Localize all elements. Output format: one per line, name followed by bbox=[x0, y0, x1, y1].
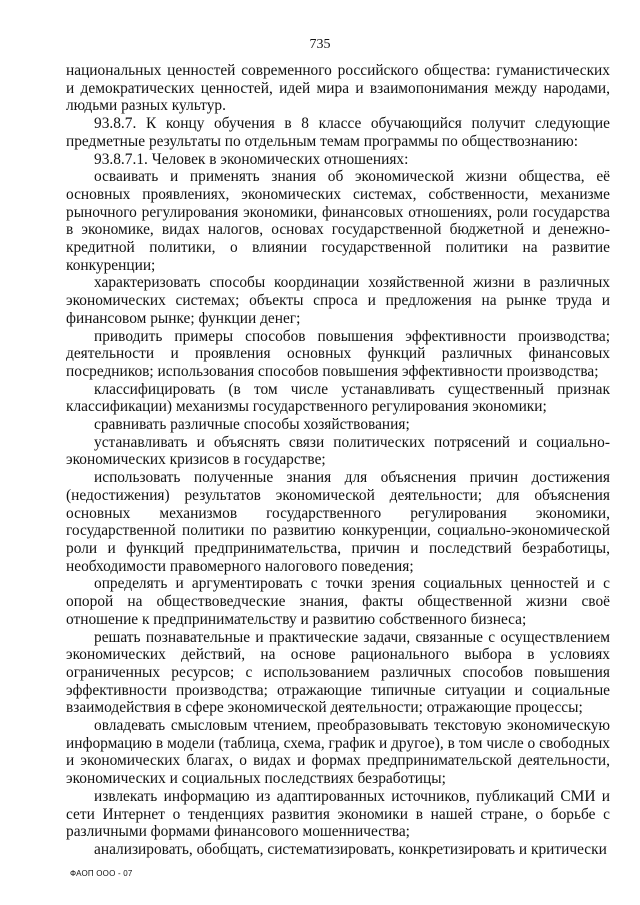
paragraph-item: осваивать и применять знания об экономической жизни общества, её основных проявлениях, экономических системах, собственности, механизме рыночного регулирования экономики, финансовых отношениях, роли государства в экономике, видах налогов, основах государственной бюджетной и денежно-кредитной политики, о влиянии государственной политики на развитие конкуренции; bbox=[66, 168, 610, 274]
paragraph-item: извлекать информацию из адаптированных источников, публикаций СМИ и сети Интернет о тенденциях развития экономики в нашей стране, о борьбе с различными формами финансового мошенничества; bbox=[66, 787, 610, 841]
paragraph-item: характеризовать способы координации хозяйственной жизни в различных экономических системах; объекты спроса и предложения на рынке труда и финансовом рынке; функции денег; bbox=[66, 274, 610, 327]
paragraph-item: устанавливать и объяснять связи политических потрясений и социально-экономических кризисов в государстве; bbox=[66, 433, 610, 469]
paragraph-item: анализировать, обобщать, систематизировать, конкретизировать и критически bbox=[94, 840, 607, 858]
paragraph-item: классифицировать (в том числе устанавливать существенный признак классификации) механизмы государственного регулирования экономики; bbox=[66, 380, 610, 416]
paragraph-subsection-heading: 93.8.7.1. Человек в экономических отношениях: bbox=[94, 150, 409, 168]
document-footer-code: ФАОП ООО - 07 bbox=[70, 869, 133, 878]
paragraph-item: использовать полученные знания для объяснения причин достижения (недостижения) результатов экономической деятельности; для объяснения основных механизмов государственного регулирования экономики, государственной политики по развитию конкуренции, социально-экономической роли и функций предпринимательства, причин и последствий безработицы, необходимости правомерного налогового поведения; bbox=[66, 469, 610, 575]
paragraph-item: приводить примеры способов повышения эффективности производства; деятельности и проявления основных функций различных финансовых посредников; использования способов повышения эффективности производства; bbox=[66, 327, 610, 380]
paragraph-item: сравнивать различные способы хозяйствования; bbox=[94, 416, 410, 434]
document-body bbox=[66, 62, 610, 859]
paragraph-section-intro: 93.8.7. К концу обучения в 8 классе обучающийся получит следующие предметные результаты по отдельным темам программы по обществознанию: bbox=[66, 115, 610, 150]
page-number: 735 bbox=[309, 37, 331, 52]
paragraph-item: овладевать смысловым чтением, преобразовывать текстовую экономическую информацию в модели (таблица, схема, график и другое), в том числе о свободных и экономических благах, о видах и формах предпринимательской деятельности, экономических и социальных последствиях безработицы; bbox=[66, 717, 610, 788]
paragraph-item: определять и аргументировать с точки зрения социальных ценностей и с опорой на обществоведческие знания, факты общественной жизни своё отношение к предпринимательству и развитию собственного бизнеса; bbox=[66, 575, 610, 628]
paragraph-continuation: национальных ценностей современного российского общества: гуманистических и демократических ценностей, идей мира и взаимопонимания между народами, людьми разных культур. bbox=[66, 62, 610, 115]
paragraph-item: решать познавательные и практические задачи, связанные с осуществлением экономических действий, на основе рационального выбора в условиях ограниченных ресурсов; с использованием различных способов повышения эффективности производства; отражающие типичные ситуации и социальные взаимодействия в сфере экономической деятельности; отражающие процессы; bbox=[66, 628, 610, 717]
